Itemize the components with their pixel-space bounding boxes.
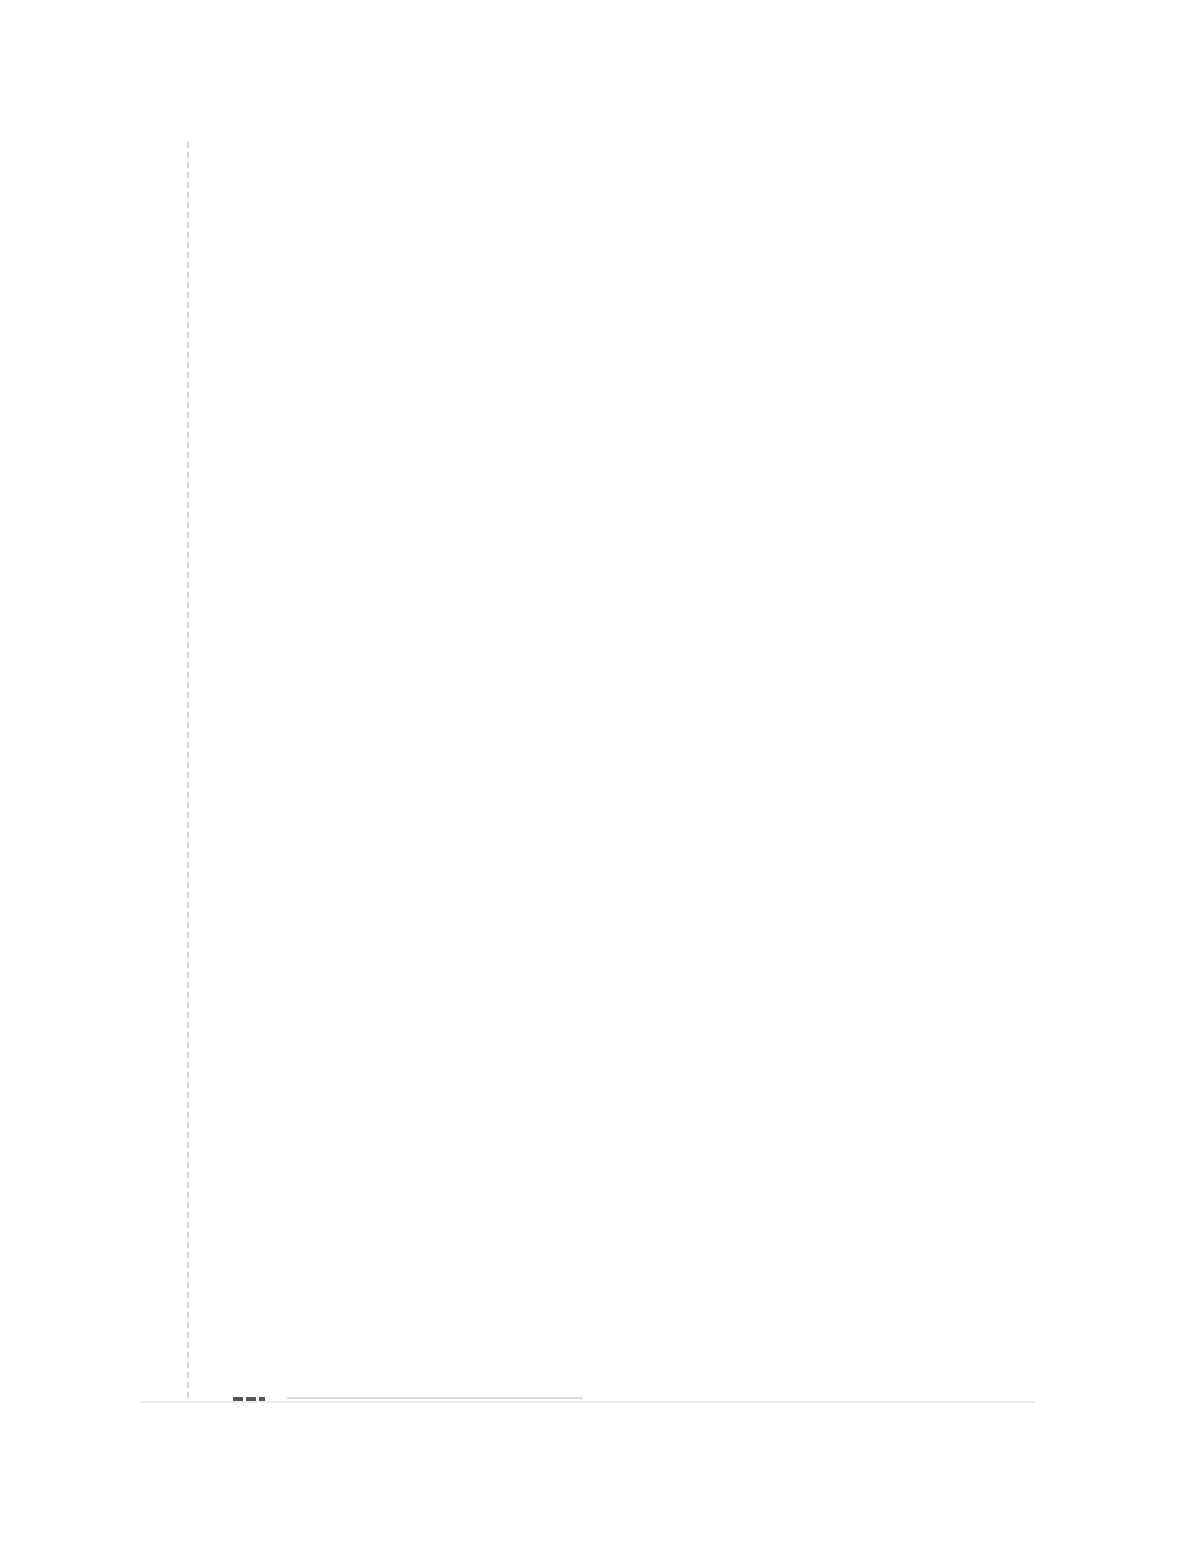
margin-dashed-line [187, 142, 189, 1398]
instruction-discriminant [233, 478, 993, 519]
graph-canvas [286, 1012, 616, 1342]
parabola-graph [286, 1012, 616, 1342]
instruction-graph [233, 834, 993, 875]
page-bottom-rule [140, 1401, 1035, 1403]
